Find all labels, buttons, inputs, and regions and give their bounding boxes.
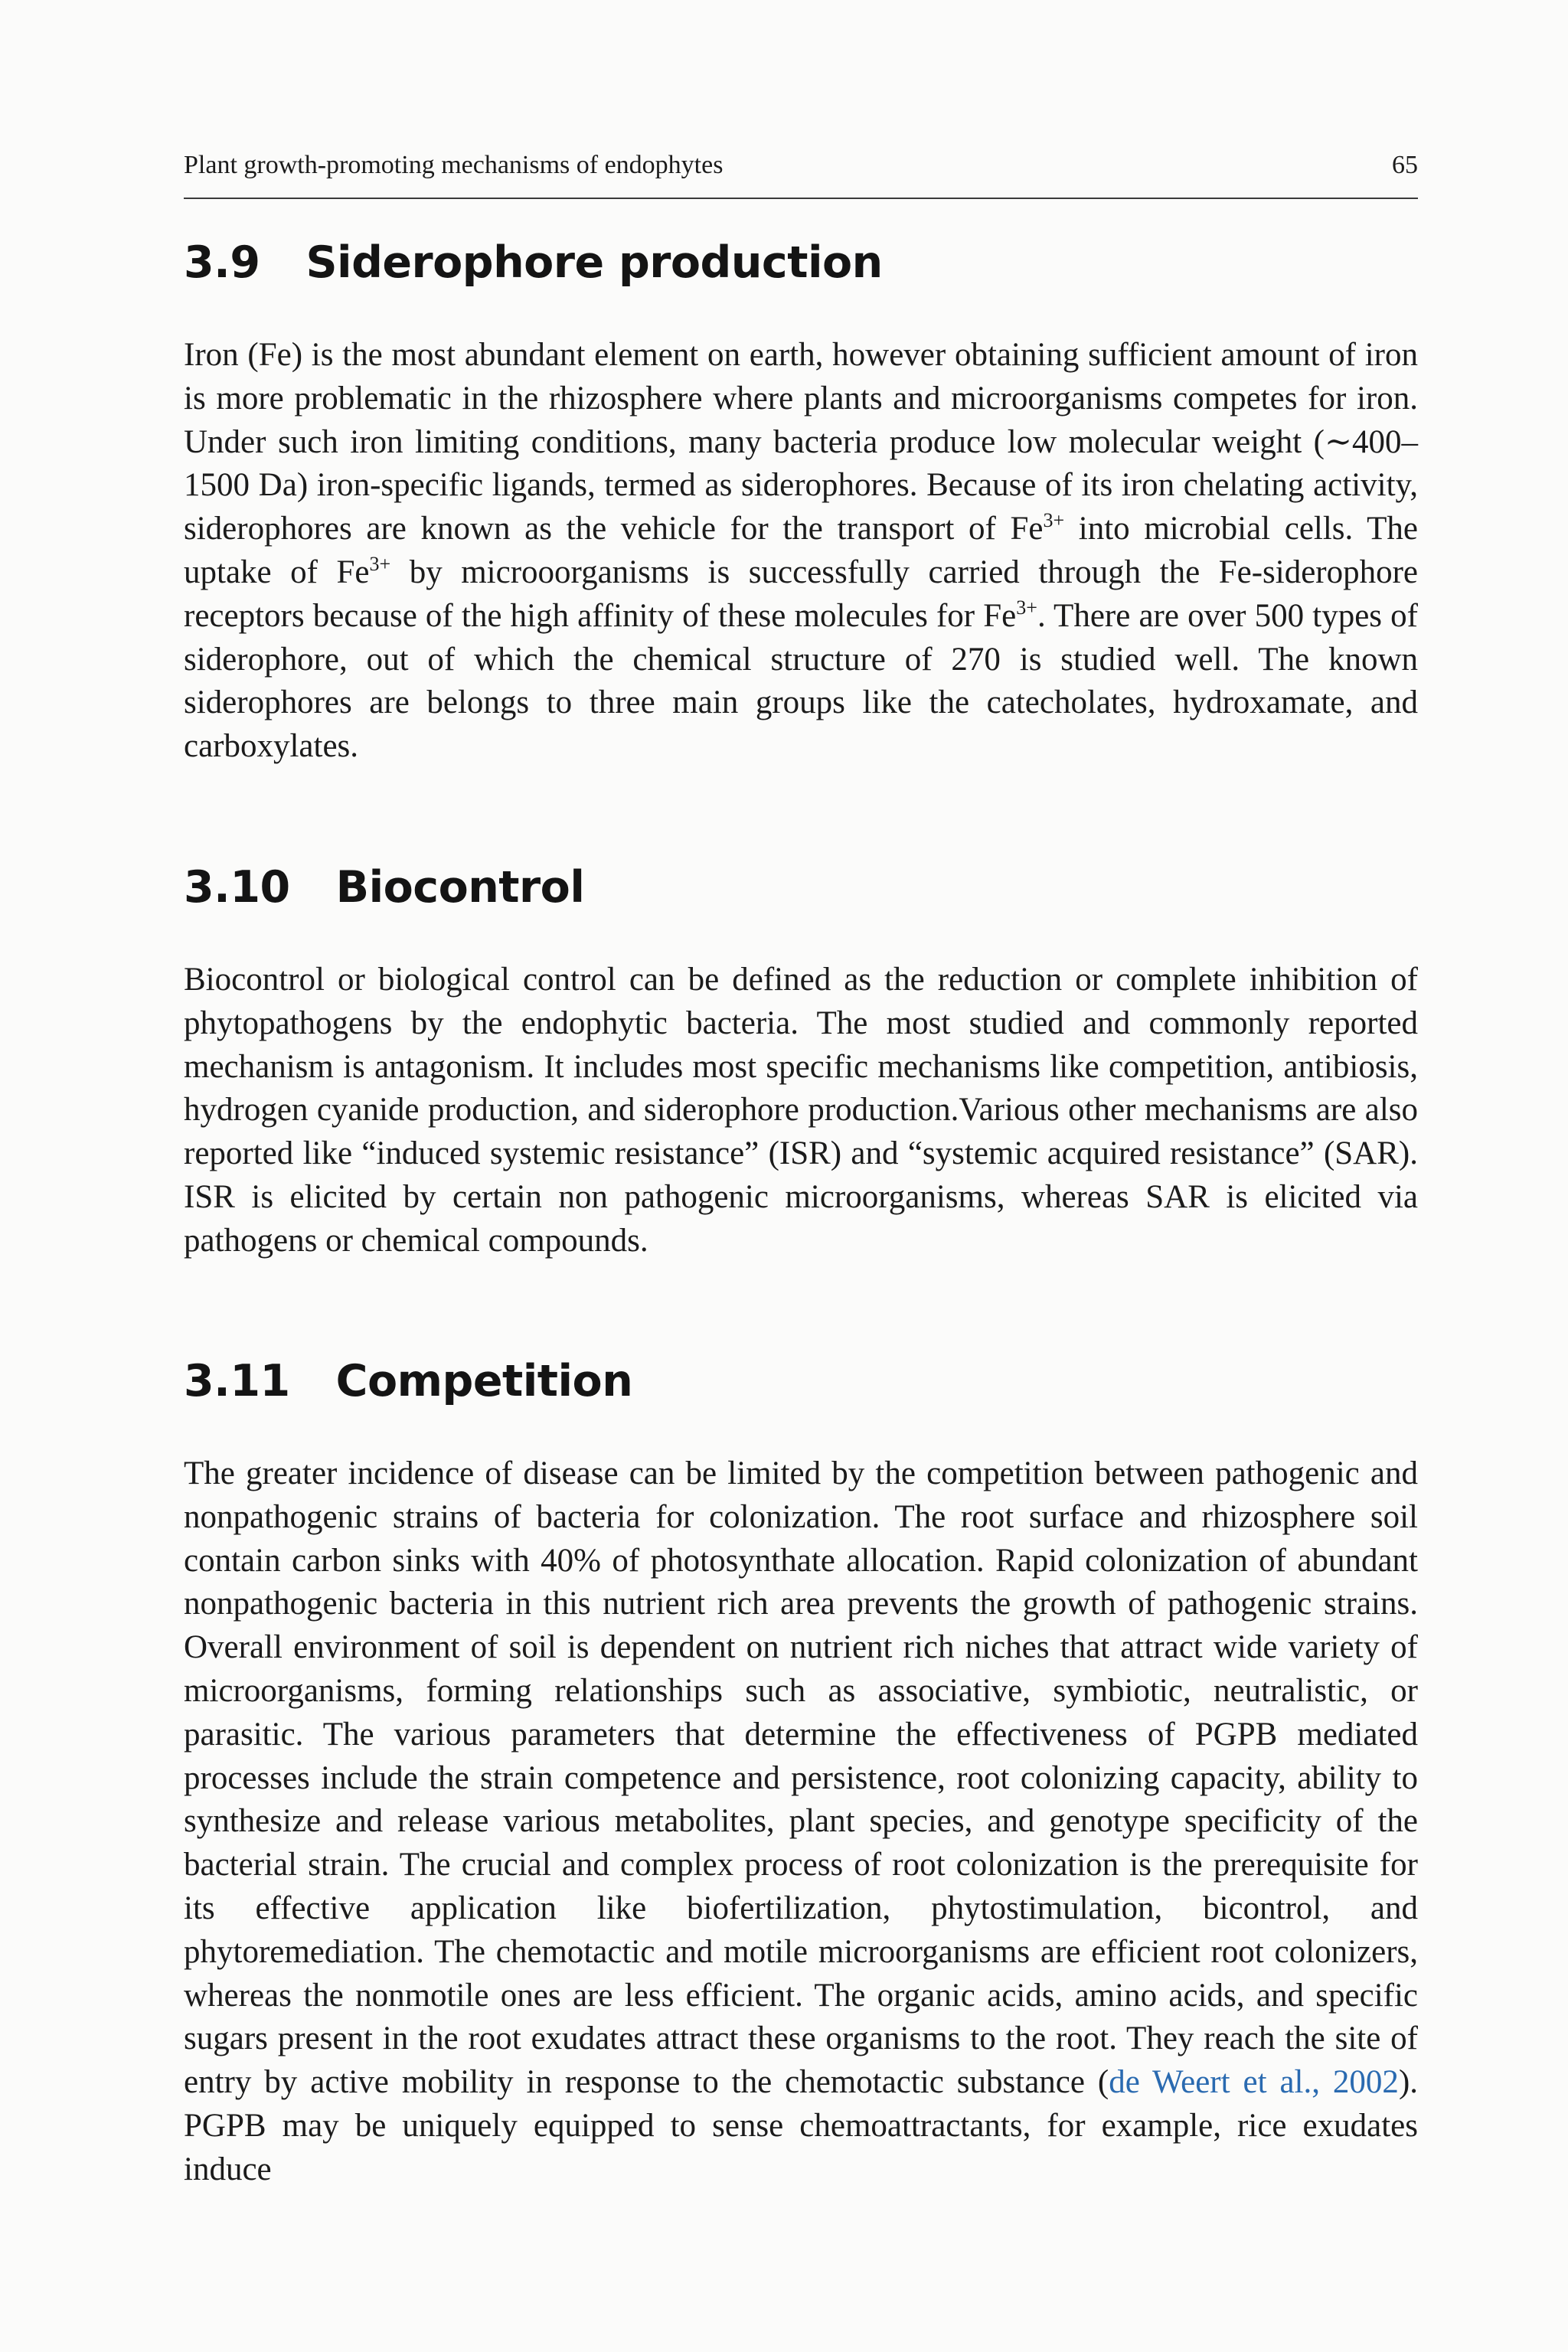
citation-link[interactable]: de Weert et al., 2002 [1109, 2064, 1399, 2101]
section-paragraph [184, 1452, 1418, 2192]
running-header [184, 150, 1418, 199]
running-title: Plant growth-promoting mechanisms of endophytes [184, 151, 724, 179]
text-run: The greater incidence of disease can be limited by the competition between pathogenic and nonpathogenic strains of bacteria for colonization. The root surface and rhizosphere soil contain carbon sinks with 40% of photosynthate allocation. Rapid colonization of abundant nonpathogenic bacteria in this nutrient rich area prevents the growth of pathogenic strains. Overall environment of soil is dependent on nutrient rich niches that attract wide variety of microorganisms, forming relationships such as associative, symbiotic, neutralistic, or parasitic. The various parameters that determine the effectiveness of PGPB mediated processes include the strain competence and persistence, root colonizing capacity, ability to synthesize and release various metabolites, plant species, and genotype specificity of the bacterial strain. The crucial and complex process of root colonization is the prerequisite for its effective application like biofertilization, phytostimulation, bicontrol, and phytoremediation. The chemotactic and motile microorganisms are efficient root colonizers, whereas the nonmotile ones are less efficient. The organic acids, amino acids, and specific sugars present in the root exudates attract these organisms to the root. They reach the site of entry by active mobility in response to the chemotactic substance ( [184, 1455, 1418, 2101]
section-number: 3.11 [184, 1356, 290, 1406]
superscript: 3+ [1043, 509, 1065, 532]
section-biocontrol [184, 861, 1418, 1263]
section-title: Siderophore production [305, 237, 883, 288]
section-title: Competition [335, 1356, 633, 1406]
section-paragraph [184, 334, 1418, 769]
page-number: 65 [1392, 151, 1418, 179]
superscript: 3+ [1016, 596, 1037, 619]
section-heading [184, 236, 1418, 289]
section-heading [184, 1354, 1418, 1408]
section-number: 3.10 [184, 862, 290, 913]
section-siderophore-production [184, 236, 1418, 769]
text-run: Iron (Fe) is the most abundant element on earth, however obtaining sufficient amount of iron is more problematic in the rhizosphere where plants and microorganisms competes for iron. Under such iron limiting conditions, many bacteria produce low molecular weight (∼400–1500 Da) iron-specific ligands, termed as siderophores. Because of its iron chelating activity, siderophores are known as the vehicle for the transport of Fe [184, 337, 1418, 547]
section-heading [184, 861, 1418, 914]
section-number: 3.9 [184, 237, 260, 288]
text-run: into microbial cells. The uptake of Fe [184, 511, 1418, 590]
section-competition [184, 1354, 1418, 2192]
text-run: . There are over 500 types of siderophore, out of which the chemical structure of 270 is studied well. The known siderophores are belongs to three main groups like the catecholates, hydroxamate, and carboxylates. [184, 597, 1418, 765]
text-run: ). PGPB may be uniquely equipped to sense chemoattractants, for example, rice exudates induce [184, 2064, 1419, 2187]
superscript: 3+ [369, 552, 391, 575]
section-title: Biocontrol [335, 862, 585, 913]
text-run: by microoorganisms is successfully carried through the Fe-siderophore receptors because of the high affinity of these molecules for Fe [184, 554, 1418, 634]
section-paragraph: Biocontrol or biological control can be defined as the reduction or complete inhibition of phytopathogens by the endophytic bacteria. The most studied and commonly reported mechanism is antagonism. It includes most specific mechanisms like competition, antibiosis, hydrogen cyanide production, and siderophore production.Various other mechanisms are also reported like “induced systemic resistance” (ISR) and “systemic acquired resistance” (SAR). ISR is elicited by certain non pathogenic microorganisms, whereas SAR is elicited via pathogens or chemical compounds. [184, 962, 1418, 1259]
